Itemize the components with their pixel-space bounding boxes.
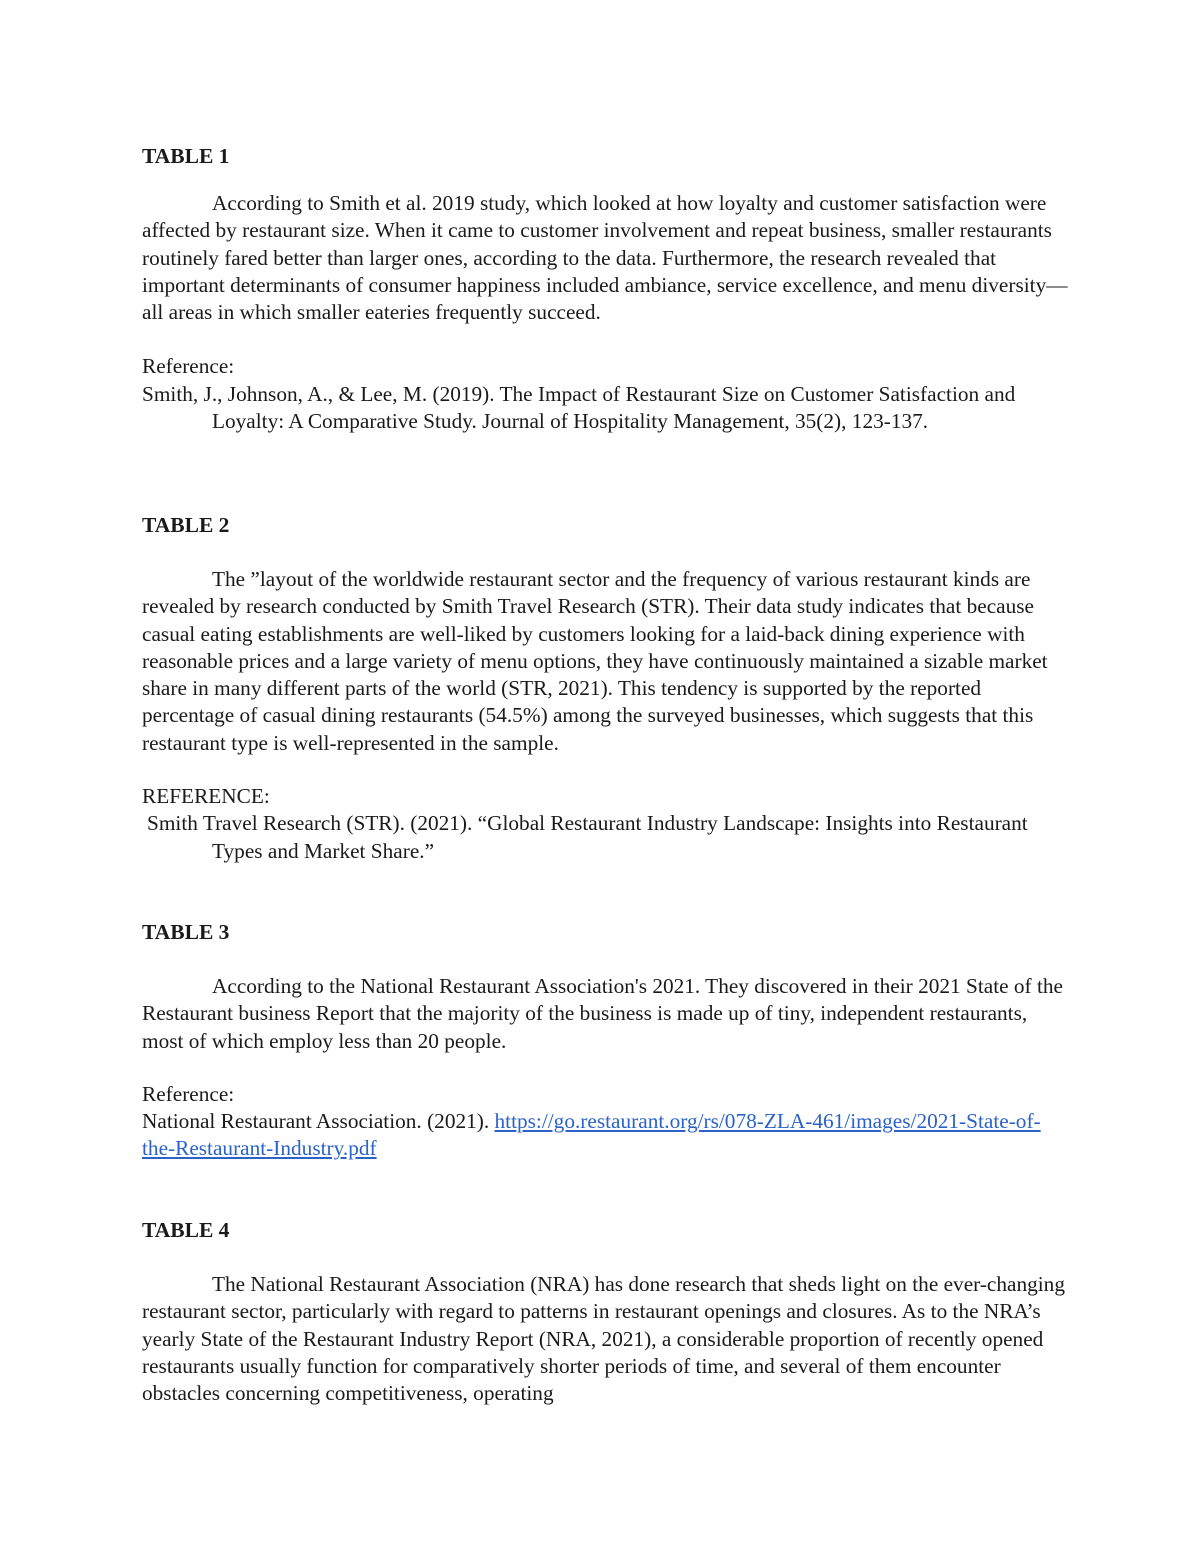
section-heading: TABLE 4	[142, 1218, 230, 1242]
reference-label: Reference:	[142, 354, 235, 379]
section-heading: TABLE 2	[142, 513, 230, 537]
section-heading: TABLE 3	[142, 920, 230, 944]
reference-label: Reference:	[142, 1081, 235, 1106]
section-paragraph: The National Restaurant Association (NRA) has done research that sheds light on the ever-changing restaurant sector, particularly with regard to patterns in restaurant openings and closures. As to the NRA’s yearly State of the Restaurant Industry Report (NRA, 2021), a considerable proportion of recently opened restaurants usually function for comparatively shorter periods of time, and several of them encounter obstacles concerning competitiveness, operating	[142, 1272, 1065, 1406]
section-paragraph: The ”layout of the worldwide restaurant sector and the frequency of various restaurant kinds are revealed by research conducted by Smith Travel Research (STR). Their data study indicates that because casual eating establishments are well-liked by customers looking for a laid-back dining experience with reasonable prices and a large variety of menu options, they have continuously maintained a sizable market share in many different parts of the world (STR, 2021). This tendency is supported by the reported percentage of casual dining restaurants (54.5%) among the surveyed businesses, which suggests that this restaurant type is well-represented in the sample.	[142, 567, 1048, 755]
section-paragraph: According to Smith et al. 2019 study, which looked at how loyalty and customer satisfaction were affected by restaurant size. When it came to customer involvement and repeat business, smaller restaurants routinely fared better than larger ones, according to the data. Furthermore, the research revealed that important determinants of consumer happiness included ambiance, service excellence, and menu diversity—all areas in which smaller eateries frequently succeed.	[142, 191, 1068, 325]
section-table-3	[142, 919, 1072, 1163]
section-heading: TABLE 1	[142, 144, 230, 168]
section-table-4	[142, 1217, 1072, 1407]
reference-label: REFERENCE:	[142, 784, 270, 809]
reference-entry: Smith, J., Johnson, A., & Lee, M. (2019). The Impact of Restaurant Size on Customer Satisfaction and Loyalty: A Comparative Study. Journal of Hospitality Management, 35(2), 123-137.	[142, 381, 1016, 434]
section-table-1	[142, 143, 1072, 435]
reference-entry	[142, 1108, 1072, 1163]
section-paragraph: According to the National Restaurant Association's 2021. They discovered in their 2021 State of the Restaurant business Report that the majority of the business is made up of tiny, independent restaurants, most of which employ less than 20 people.	[142, 974, 1063, 1053]
reference-link[interactable]: https://go.restaurant.org/rs/078-ZLA-461/images/2021-State-of-the-Restaurant-Industry.pdf	[142, 1109, 1041, 1161]
reference-text: National Restaurant Association. (2021).	[142, 1109, 495, 1134]
section-table-2	[142, 512, 1072, 865]
reference-entry: Smith Travel Research (STR). (2021). “Global Restaurant Industry Landscape: Insights into Restaurant Types and Market Share.”	[147, 811, 1028, 863]
